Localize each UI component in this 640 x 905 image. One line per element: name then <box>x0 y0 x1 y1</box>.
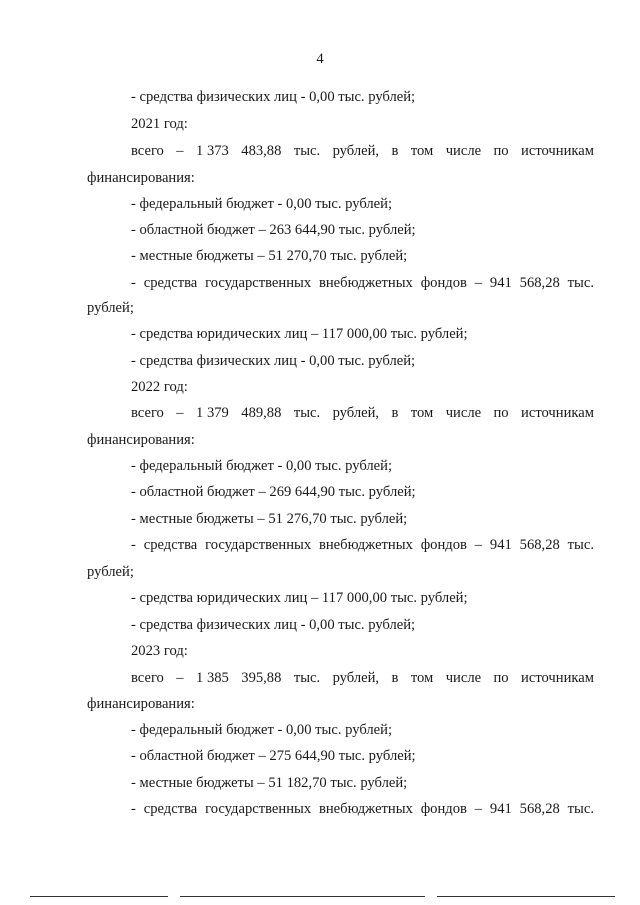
justified-word: 941 <box>489 275 512 291</box>
text-line <box>131 536 594 554</box>
text-line: - местные бюджеты – 51 182,70 тыс. рублей; <box>131 775 408 791</box>
justified-word: числе <box>445 143 482 159</box>
justified-word: фондов <box>420 801 467 817</box>
justified-word: внебюджетных <box>318 801 413 817</box>
justified-word: 568,28 <box>519 537 560 553</box>
text-line <box>131 142 594 160</box>
justified-word: - <box>131 275 136 291</box>
text-line: 2023 год: <box>131 643 188 659</box>
text-line: - областной бюджет – 263 644,90 тыс. рублей; <box>131 222 416 238</box>
justified-word: 483,88 <box>241 143 282 159</box>
footer-rule-right <box>437 896 615 897</box>
text-line: 2021 год: <box>131 116 188 132</box>
text-line <box>131 800 594 818</box>
text-line: - местные бюджеты – 51 276,70 тыс. рублей; <box>131 511 408 527</box>
justified-word: - <box>131 801 136 817</box>
justified-word: в <box>391 670 399 686</box>
footer-rule-left <box>30 896 168 897</box>
text-line: рублей; <box>87 300 134 316</box>
justified-word: 489,88 <box>241 405 282 421</box>
text-line: финансирования: <box>87 432 195 448</box>
justified-word: – <box>474 275 483 291</box>
justified-word: всего <box>131 143 164 159</box>
justified-word: рублей, <box>332 405 380 421</box>
footer-rule-middle <box>180 896 425 897</box>
text-line: - местные бюджеты – 51 270,70 тыс. рублей; <box>131 248 408 264</box>
page-number: 4 <box>316 51 324 67</box>
justified-word: тыс. <box>293 143 321 159</box>
text-line: - областной бюджет – 269 644,90 тыс. рублей; <box>131 484 416 500</box>
text-line: финансирования: <box>87 170 195 186</box>
justified-word: фондов <box>420 275 467 291</box>
justified-word: тыс. <box>567 801 594 817</box>
justified-word: тыс. <box>567 537 594 553</box>
justified-word: 395,88 <box>241 670 282 686</box>
justified-word: рублей, <box>332 143 380 159</box>
text-line: - областной бюджет – 275 644,90 тыс. рублей; <box>131 748 416 764</box>
justified-word: внебюджетных <box>318 537 413 553</box>
justified-word: том <box>410 670 434 686</box>
justified-word: том <box>410 405 434 421</box>
text-line: - средства физических лиц - 0,00 тыс. рублей; <box>131 89 416 105</box>
justified-word: 1 385 <box>196 670 229 686</box>
justified-word: числе <box>445 405 482 421</box>
justified-word: тыс. <box>567 275 594 291</box>
text-line: - средства физических лиц - 0,00 тыс. рублей; <box>131 617 416 633</box>
justified-word: числе <box>445 670 482 686</box>
text-line: - средства юридических лиц – 117 000,00 тыс. рублей; <box>131 326 468 342</box>
justified-word: средства <box>143 275 198 291</box>
justified-word: фондов <box>420 537 467 553</box>
justified-word: государственных <box>205 275 312 291</box>
justified-word: средства <box>143 537 198 553</box>
justified-word: тыс. <box>293 670 321 686</box>
justified-word: государственных <box>205 537 312 553</box>
justified-word: – <box>474 537 483 553</box>
justified-word: в <box>391 143 399 159</box>
justified-word: рублей, <box>332 670 380 686</box>
justified-word: всего <box>131 670 164 686</box>
text-line: - федеральный бюджет - 0,00 тыс. рублей; <box>131 722 393 738</box>
justified-word: средства <box>143 801 198 817</box>
text-line: - средства физических лиц - 0,00 тыс. рублей; <box>131 353 416 369</box>
text-line: - федеральный бюджет - 0,00 тыс. рублей; <box>131 458 393 474</box>
justified-word: 1 379 <box>196 405 229 421</box>
text-line: - средства юридических лиц – 117 000,00 тыс. рублей; <box>131 590 468 606</box>
text-line: - федеральный бюджет - 0,00 тыс. рублей; <box>131 196 393 212</box>
justified-word: 1 373 <box>196 143 229 159</box>
justified-word: источникам <box>521 405 594 421</box>
justified-word: – <box>176 405 184 421</box>
justified-word: всего <box>131 405 164 421</box>
justified-word: по <box>493 143 509 159</box>
justified-word: тыс. <box>293 405 321 421</box>
justified-word: том <box>410 143 434 159</box>
justified-word: в <box>391 405 399 421</box>
text-line: 2022 год: <box>131 379 188 395</box>
justified-word: государственных <box>205 801 312 817</box>
justified-word: - <box>131 537 136 553</box>
text-line: рублей; <box>87 564 134 580</box>
text-line <box>131 404 594 422</box>
justified-word: по <box>493 670 509 686</box>
justified-word: источникам <box>521 670 594 686</box>
justified-word: 941 <box>489 801 512 817</box>
justified-word: 568,28 <box>519 275 560 291</box>
justified-word: – <box>474 801 483 817</box>
justified-word: 941 <box>489 537 512 553</box>
justified-word: источникам <box>521 143 594 159</box>
justified-word: – <box>176 670 184 686</box>
justified-word: по <box>493 405 509 421</box>
justified-word: внебюджетных <box>318 275 413 291</box>
text-line: финансирования: <box>87 696 195 712</box>
justified-word: 568,28 <box>519 801 560 817</box>
justified-word: – <box>176 143 184 159</box>
text-line <box>131 669 594 687</box>
text-line <box>131 274 594 292</box>
